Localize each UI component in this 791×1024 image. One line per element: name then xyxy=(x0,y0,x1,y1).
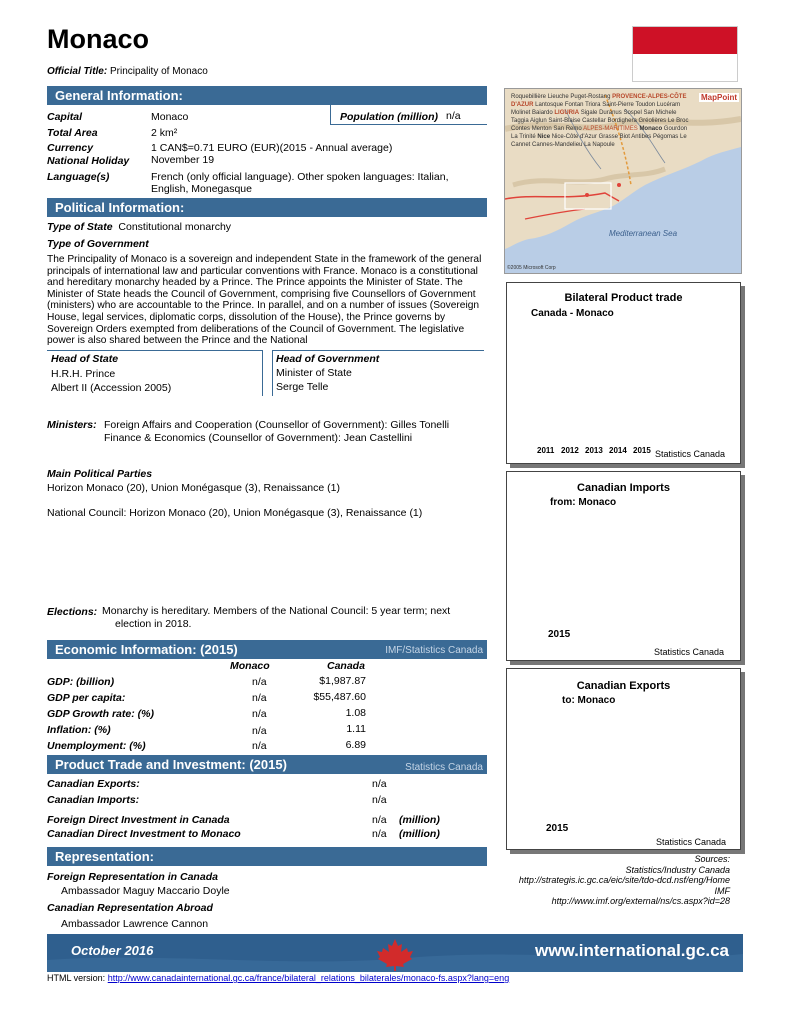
econ-row-label: GDP: (billion) xyxy=(47,676,115,688)
fdi-in-label: Foreign Direct Investment in Canada xyxy=(47,814,230,826)
econ-row-monaco: n/a xyxy=(252,725,267,737)
map-labels: Roquebillière Lieuche Puget-Rostang PROVENCE-ALPES-CÔTE D'AZUR Lantosque Fontan Triora Saint-Pierre Toudon Lucéram Molinet Baiardo LIGURIA Sigale Duranus Sospel San Michele Taggia Aiglun Saint-Blaise Castellar Bordighera Gréolières Le Broc Contes Menton San Remo ALPES-MARITIMES Monaco Gourdon La Trinité Nice Nice-Côte d'Azur Grasse Biot Antibes Pégomas Le Cannet Cannes-Mandelieu La Napoule xyxy=(511,94,689,148)
imports-panel-year: 2015 xyxy=(548,629,571,640)
html-version-link[interactable]: http://www.canadainternational.gc.ca/france/bilateral_relations_bilaterales/monaco-fs.aspx?lang=eng xyxy=(107,973,510,983)
region-map xyxy=(504,88,742,274)
area-value: 2 km² xyxy=(151,127,178,139)
fdi-in-unit: (million) xyxy=(399,814,440,826)
foreign-rep-value: Ambassador Maguy Maccario Doyle xyxy=(61,885,230,897)
ministers-2: Finance & Economics (Counsellor of Government): Jean Castellini xyxy=(104,432,413,444)
source-url-1: http://strategis.ic.gc.ca/eic/site/tdo-dcd.nsf/eng/Home xyxy=(518,875,730,885)
type-of-state: Type of State Constitutional monarchy xyxy=(47,221,232,233)
holiday-label: National Holiday xyxy=(47,155,130,167)
econ-row-monaco: n/a xyxy=(252,692,267,704)
exports-panel-title: Canadian Exports xyxy=(576,680,671,692)
population-label: Population (million) xyxy=(340,111,438,123)
ministers-label: Ministers: xyxy=(47,419,97,431)
sources: Sources: Statistics/Industry Canada http://strategis.ic.gc.ca/eic/site/tdo-dcd.nsf/eng/Home IMF http://www.imf.org/external/ns/cs.aspx?id=28 xyxy=(450,854,730,907)
econ-row-label: Inflation: (%) xyxy=(47,724,111,736)
footer-band xyxy=(47,934,743,972)
fdi-out-unit: (million) xyxy=(399,828,440,840)
language-value: French (only official language). Other spoken languages: Italian, English, Monegasque xyxy=(151,171,449,195)
head-of-state-1: H.R.H. Prince xyxy=(51,368,116,380)
fdi-out-value: n/a xyxy=(372,828,387,840)
econ-row-label: Unemployment: (%) xyxy=(47,740,146,752)
maple-leaf-icon xyxy=(375,937,415,971)
foreign-rep-label: Foreign Representation in Canada xyxy=(47,871,218,883)
footer-website[interactable]: www.international.gc.ca xyxy=(535,941,729,960)
econ-row-monaco: n/a xyxy=(252,676,267,688)
sea-label: Mediterranean Sea xyxy=(609,229,678,238)
canadian-imports-value: n/a xyxy=(372,794,387,806)
bilateral-trade-source: Statistics Canada xyxy=(655,449,726,459)
capital-label: Capital xyxy=(47,111,83,123)
general-header: General Information: xyxy=(47,86,487,105)
econ-row-canada: 6.89 xyxy=(345,739,366,751)
bilateral-trade-title: Bilateral Product trade xyxy=(564,292,683,304)
canadian-exports-label: Canadian Exports: xyxy=(47,778,140,790)
canadian-rep-label: Canadian Representation Abroad xyxy=(47,902,213,914)
head-of-state-label: Head of State xyxy=(51,353,119,365)
econ-row-label: GDP per capita: xyxy=(47,692,126,704)
economic-header: Economic Information: (2015) IMF/Statistics Canada xyxy=(47,640,487,659)
imports-panel-title: Canadian Imports xyxy=(577,482,670,494)
year-axis-label: 2014 xyxy=(609,446,627,455)
year-axis-label: 2015 xyxy=(633,446,651,455)
econ-row-canada: $55,487.60 xyxy=(313,691,366,703)
bilateral-trade-subtitle: Canada - Monaco xyxy=(531,308,614,319)
year-axis-label: 2013 xyxy=(585,446,603,455)
econ-row-monaco: n/a xyxy=(252,708,267,720)
head-of-state-2: Albert II (Accession 2005) xyxy=(51,382,172,394)
holiday-value: November 19 xyxy=(151,154,215,166)
parties-1: Horizon Monaco (20), Union Monégasque (3), Renaissance (1) xyxy=(47,482,340,494)
type-of-government-label: Type of Government xyxy=(47,238,149,250)
canadian-exports-panel xyxy=(506,668,741,850)
area-label: Total Area xyxy=(47,127,98,139)
elections-2: election in 2018. xyxy=(115,618,192,630)
year-axis-label: 2011 xyxy=(537,446,555,455)
representation-header: Representation: xyxy=(47,847,487,866)
html-version: HTML version: http://www.canadainternational.gc.ca/france/bilateral_relations_bilaterales/monaco-fs.aspx?lang=eng xyxy=(47,973,510,983)
currency-label: Currency xyxy=(47,142,94,154)
fdi-in-value: n/a xyxy=(372,814,387,826)
econ-col-monaco: Monaco xyxy=(230,660,270,672)
official-title: Official Title: Principality of Monaco xyxy=(47,66,208,77)
parties-label: Main Political Parties xyxy=(47,468,153,480)
exports-panel-subtitle: to: Monaco xyxy=(562,695,616,706)
political-header: Political Information: xyxy=(47,198,487,217)
econ-col-canada: Canada xyxy=(327,660,365,672)
language-label: Language(s) xyxy=(47,171,110,183)
map-copyright: ©2005 Microsoft Corp xyxy=(507,265,556,271)
capital-value: Monaco xyxy=(151,111,189,123)
econ-row-canada: $1,987.87 xyxy=(319,675,366,687)
econ-row-canada: 1.08 xyxy=(345,707,366,719)
year-axis-label: 2012 xyxy=(561,446,579,455)
fdi-out-label: Canadian Direct Investment to Monaco xyxy=(47,828,241,840)
mappoint-logo: MapPoint xyxy=(701,93,737,102)
head-of-government-1: Minister of State xyxy=(276,367,352,379)
canadian-exports-value: n/a xyxy=(372,778,387,790)
parties-2: National Council: Horizon Monaco (20), Union Monégasque (3), Renaissance (1) xyxy=(47,507,423,519)
trade-header: Product Trade and Investment: (2015) Statistics Canada xyxy=(47,755,487,774)
type-of-government-text: The Principality of Monaco is a sovereign and independent State in the framework of the general principals of international law and particular conventions with France. Monaco is a constitutional and hereditary monarchy headed by a Prince. The Prince appoints the Minister of State. The Minister of State heads the Council of Government, comprising five Counsellors of Government (ministers) who are accountable to the Prince. In parallel, and on a number of issues (Sovereign House, legal services, diplomatic corps, dissolution of the House), the Prince governs by Sovereign Orders exempted from deliberations of the Council of Government. The legislative power is also shared between the Prince and the National xyxy=(47,254,482,347)
econ-row-monaco: n/a xyxy=(252,740,267,752)
page-title: Monaco xyxy=(47,24,150,54)
canadian-imports-panel xyxy=(506,471,741,661)
head-of-government-label: Head of Government xyxy=(276,353,380,365)
population-value: n/a xyxy=(446,110,461,122)
canadian-imports-label: Canadian Imports: xyxy=(47,794,140,806)
canadian-rep-value: Ambassador Lawrence Cannon xyxy=(61,918,209,930)
imports-panel-source: Statistics Canada xyxy=(654,647,725,657)
exports-panel-year: 2015 xyxy=(546,823,569,834)
econ-row-label: GDP Growth rate: (%) xyxy=(47,708,154,720)
currency-value: 1 CAN$=0.71 EURO (EUR)(2015 - Annual average) xyxy=(151,142,393,154)
flag xyxy=(632,26,738,82)
ministers-1: Foreign Affairs and Cooperation (Counsellor of Government): Gilles Tonelli xyxy=(104,419,450,431)
footer-date: October 2016 xyxy=(71,943,154,958)
source-url-2: http://www.imf.org/external/ns/cs.aspx?id=28 xyxy=(551,896,730,906)
econ-row-canada: 1.11 xyxy=(346,723,366,735)
elections-label: Elections: xyxy=(47,606,98,618)
bilateral-trade-panel xyxy=(506,282,741,464)
exports-panel-source: Statistics Canada xyxy=(656,837,727,847)
imports-panel-subtitle: from: Monaco xyxy=(550,497,617,508)
elections-1: Monarchy is hereditary. Members of the National Council: 5 year term; next xyxy=(102,605,451,617)
head-of-government-2: Serge Telle xyxy=(276,381,329,393)
